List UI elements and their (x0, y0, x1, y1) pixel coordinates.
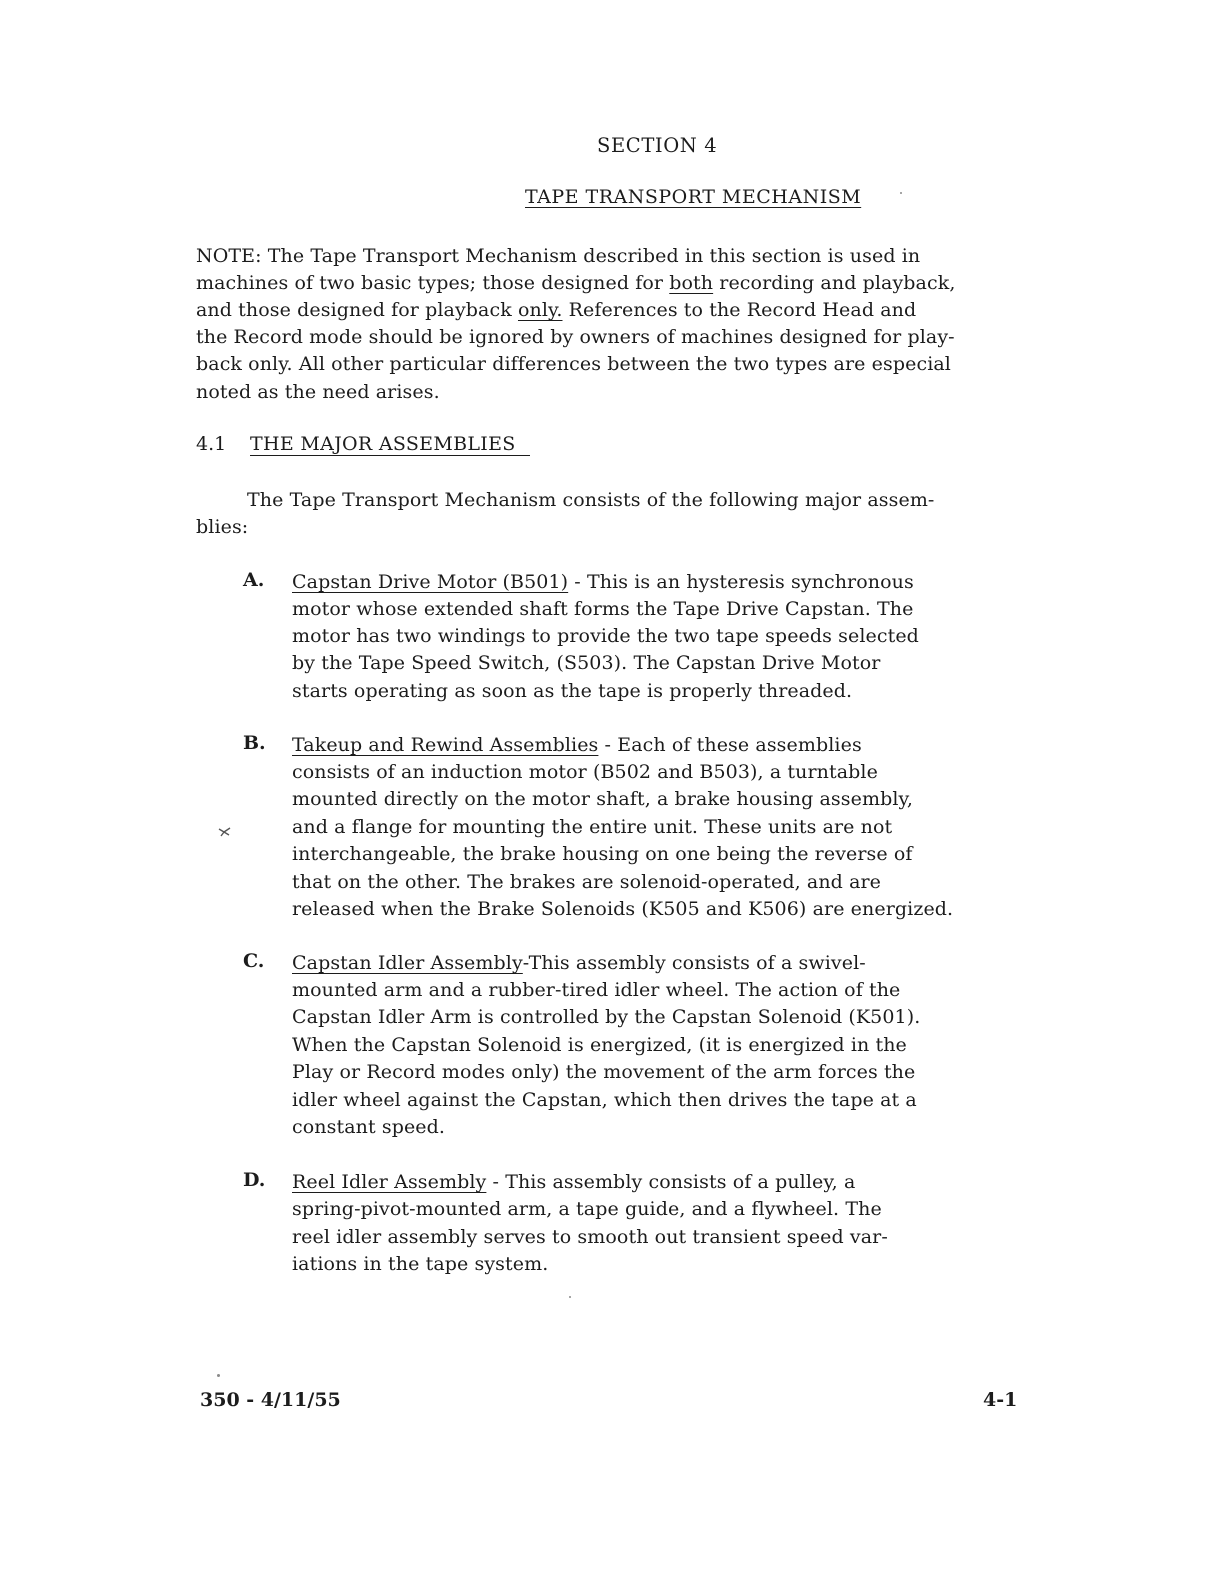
note-emphasis: only. (517, 299, 563, 321)
item-line: by the Tape Speed Switch, (S503). The Capstan Drive Motor (292, 652, 881, 674)
section-number: SECTION 4 (597, 134, 718, 157)
section-title: TAPE TRANSPORT MECHANISM (525, 186, 862, 208)
item-text: - This is an hysteresis synchronous (568, 571, 914, 593)
item-heading: Reel Idler Assembly (292, 1171, 487, 1193)
note-text: and those designed for playback (196, 299, 518, 321)
item-line: motor whose extended shaft forms the Tape Drive Capstan. The (292, 598, 914, 620)
item-line: released when the Brake Solenoids (K505 and K506) are energized. (292, 898, 954, 920)
item-text: -This assembly consists of a swivel- (522, 952, 866, 974)
page-number: 4-1 (983, 1389, 1018, 1411)
scan-speck (900, 192, 902, 194)
footer-date: 350 - 4/11/55 (200, 1389, 341, 1411)
item-first-line (292, 950, 866, 977)
note-text: References to the Record Head and (562, 299, 917, 321)
item-heading: Capstan Drive Motor (B501) (292, 571, 569, 593)
item-letter: D. (243, 1169, 266, 1191)
item-letter: A. (243, 569, 265, 591)
item-line: Play or Record modes only) the movement of the arm forces the (292, 1061, 916, 1083)
scan-speck (217, 1374, 220, 1377)
item-letter: C. (243, 950, 265, 972)
note-line: back only. All other particular differences between the two types are especial (196, 353, 951, 375)
intro-line: blies: (196, 516, 249, 538)
note-line (196, 297, 916, 324)
note-text: recording and playback, (713, 272, 956, 294)
item-line: iations in the tape system. (292, 1253, 549, 1275)
note-text: machines of two basic types; those designed for (196, 272, 670, 294)
item-line: constant speed. (292, 1116, 446, 1138)
intro-line: The Tape Transport Mechanism consists of the following major assem- (247, 489, 935, 511)
item-line: mounted arm and a rubber-tired idler wheel. The action of the (292, 979, 901, 1001)
item-first-line (292, 1169, 855, 1196)
item-line: idler wheel against the Capstan, which then drives the tape at a (292, 1089, 917, 1111)
item-first-line (292, 732, 862, 759)
item-text: - This assembly consists of a pulley, a (486, 1171, 856, 1193)
scan-mark-icon (218, 826, 232, 838)
scan-speck (569, 1296, 571, 1298)
item-line: consists of an induction motor (B502 and B503), a turntable (292, 761, 878, 783)
item-line: Capstan Idler Arm is controlled by the Capstan Solenoid (K501). (292, 1006, 921, 1028)
note-line (196, 270, 955, 297)
item-line: spring-pivot-mounted arm, a tape guide, and a flywheel. The (292, 1198, 882, 1220)
item-line: When the Capstan Solenoid is energized, (it is energized in the (292, 1034, 907, 1056)
note-line: the Record mode should be ignored by owners of machines designed for play- (196, 326, 955, 348)
item-first-line (292, 569, 914, 596)
item-line: interchangeable, the brake housing on one being the reverse of (292, 843, 913, 865)
item-line: motor has two windings to provide the two tape speeds selected (292, 625, 919, 647)
note-line: noted as the need arises. (196, 381, 440, 403)
item-line: mounted directly on the motor shaft, a brake housing assembly, (292, 788, 913, 810)
section-heading-number: 4.1 (196, 433, 227, 455)
item-line: starts operating as soon as the tape is properly threaded. (292, 680, 853, 702)
note-emphasis: both (669, 272, 714, 294)
item-line: that on the other. The brakes are solenoid-operated, and are (292, 871, 882, 893)
item-heading: Capstan Idler Assembly (292, 952, 523, 974)
item-text: - Each of these assemblies (598, 734, 862, 756)
item-heading: Takeup and Rewind Assemblies (292, 734, 599, 756)
item-letter: B. (243, 732, 266, 754)
section-heading-title: THE MAJOR ASSEMBLIES (250, 433, 530, 456)
note-line: NOTE: The Tape Transport Mechanism described in this section is used in (196, 245, 921, 267)
item-line: reel idler assembly serves to smooth out transient speed var- (292, 1226, 888, 1248)
item-line: and a flange for mounting the entire unit. These units are not (292, 816, 893, 838)
